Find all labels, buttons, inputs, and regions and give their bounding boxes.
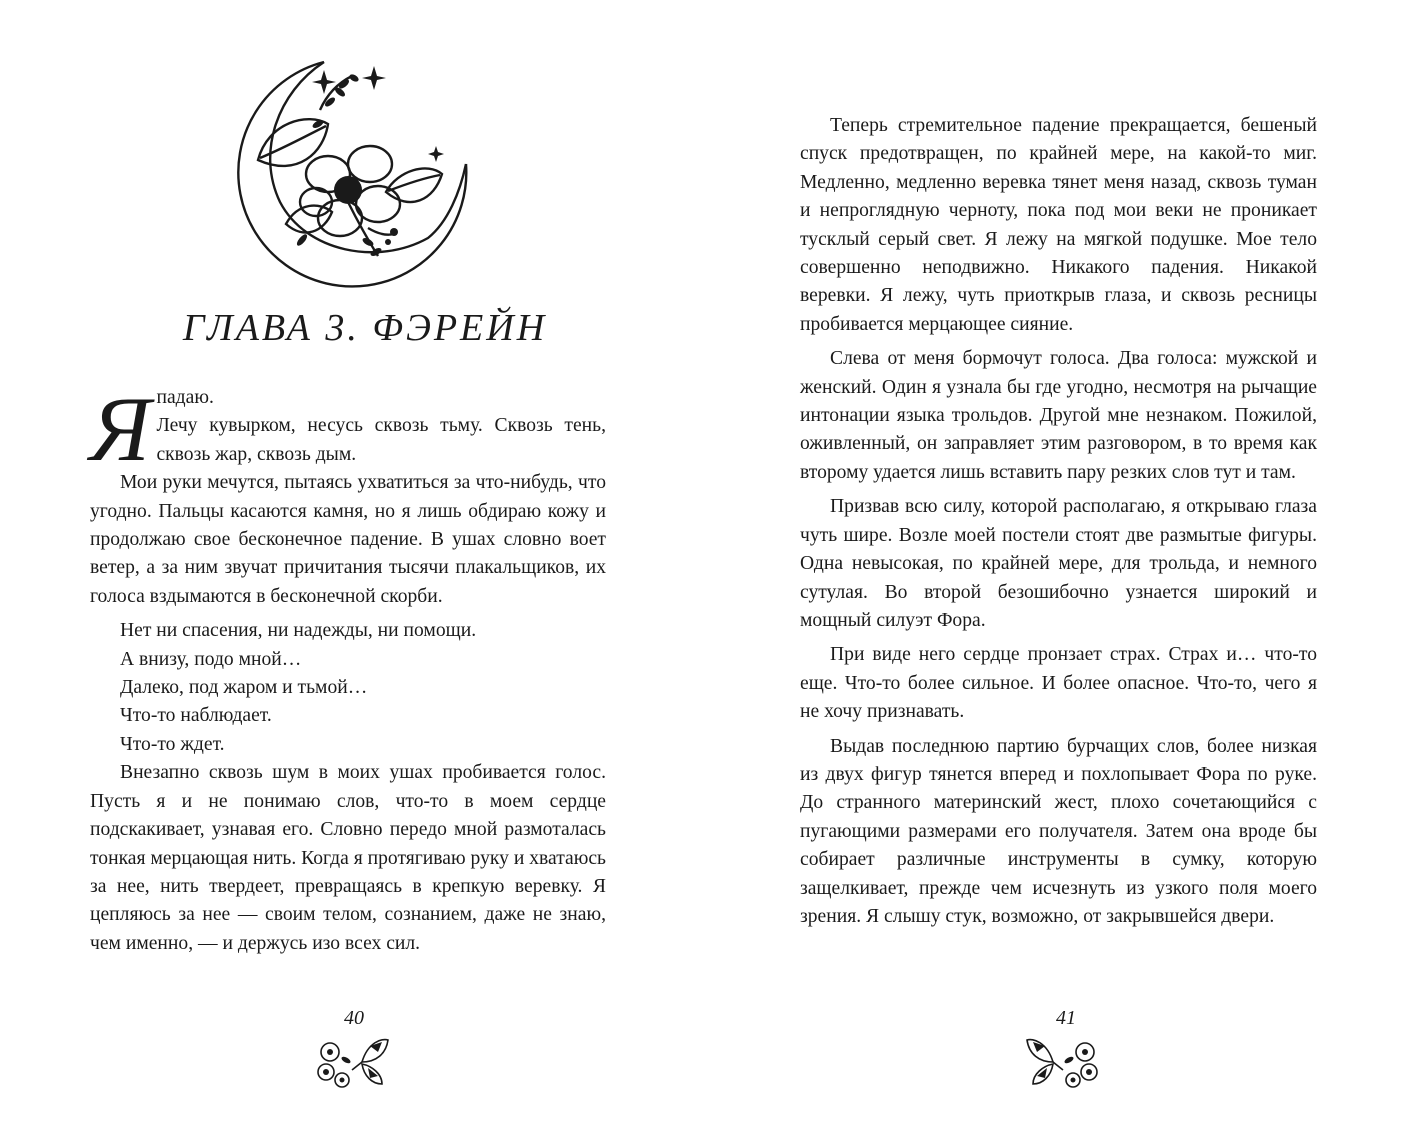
butterfly-flower-icon: [312, 1032, 392, 1092]
paragraph: падаю.: [156, 387, 214, 408]
paragraph: Слева от меня бормочут голоса. Два голоса: мужской и женский. Один я узнала бы где угодно, несмотря на рычащие интонации языка трольдов. Другой мне незнаком. Пожилой, оживленный, он заправляет этим разговором, в то время как второму удается лишь вставить пару резких слов тут и там.: [800, 348, 1317, 483]
paragraph: А внизу, подо мной…: [120, 648, 302, 670]
paragraph: При виде него сердце пронзает страх. Страх и… что-то еще. Что-то более сильное. И более опасное. Что-то, чего я не хочу признавать.: [800, 644, 1317, 723]
paragraph: Нет ни спасения, ни надежды, ни помощи.: [120, 620, 477, 642]
paragraph: Выдав последнюю партию бурчащих слов, более низкая из двух фигур тянется вперед и похлопывает Фора по руке. До странного материнский жест, плохо сочетающийся с пугающими размерами его получателя. Затем она вроде бы собирает различные инструменты в сумку, которую защелкивает, прежде чем исчезнуть из узкого поля моего зрения. Я слышу стук, возможно, от закрывшейся двери.: [800, 735, 1317, 927]
butterfly-flower-icon: [1023, 1032, 1103, 1092]
paragraph: Мои руки мечутся, пытаясь ухватиться за что-нибудь, что угодно. Пальцы касаются камня, но я лишь обдираю кожу и продолжаю свое бесконечное падение. В ушах словно воет ветер, а за ним звучат причитания тысячи плакальщиков, их голоса вздымаются в бесконечной скорби.: [90, 472, 606, 607]
right-page: [703, 0, 1407, 1125]
paragraph: Что-то ждет.: [120, 733, 225, 755]
paragraph: Внезапно сквозь шум в моих ушах пробивается голос. Пусть я и не понимаю слов, что-то в моем сердце подскакивает, узнавая его. Словно передо мной размоталась тонкая мерцающая нить. Когда я протягиваю руку и хватаюсь за нее, нить твердеет, превращаясь в крепкую веревку. Я цепляюсь за нее — своим телом, сознанием, даже не знаю, чем именно, — и держусь изо всех сил.: [90, 762, 606, 954]
paragraph: Лечу кувырком, несусь сквозь тьму. Сквозь тень, сквозь жар, сквозь дым.: [156, 415, 606, 465]
crescent-moon-flower-icon: [228, 52, 488, 292]
chapter-title: ГЛАВА 3. ФЭРЕЙН: [182, 307, 548, 349]
page-number: 40: [344, 1007, 364, 1029]
paragraph: Далеко, под жаром и тьмой…: [120, 677, 368, 699]
paragraph: Что-то наблюдает.: [120, 705, 272, 727]
drop-cap: Я: [90, 378, 151, 480]
right-page-text: [800, 112, 1317, 931]
left-page: [0, 0, 703, 1125]
paragraph: Призвав всю силу, которой располагаю, я открываю глаза чуть шире. Возле моей постели стоят две размытые фигуры. Одна невысокая, по крайней мере, для трольда, и немного сутулая. Во второй безошибочно узнается широкий и мощный силуэт Фора.: [800, 496, 1317, 631]
paragraph: Теперь стремительное падение прекращается, бешеный спуск предотвращен, по крайней мере, на какой-то миг. Медленно, медленно веревка тянет меня назад, сквозь туман и непроглядную черноту, пока под мои веки не проникает тусклый серый свет. Я лежу на мягкой подушке. Мое тело совершенно неподвижно. Никакого падения. Никакой веревки. Я лежу, чуть приоткрыв глаза, и сквозь ресницы пробивается мерцающее сияние.: [800, 115, 1317, 335]
page-number: 41: [1056, 1007, 1076, 1029]
left-page-text: [90, 378, 606, 958]
